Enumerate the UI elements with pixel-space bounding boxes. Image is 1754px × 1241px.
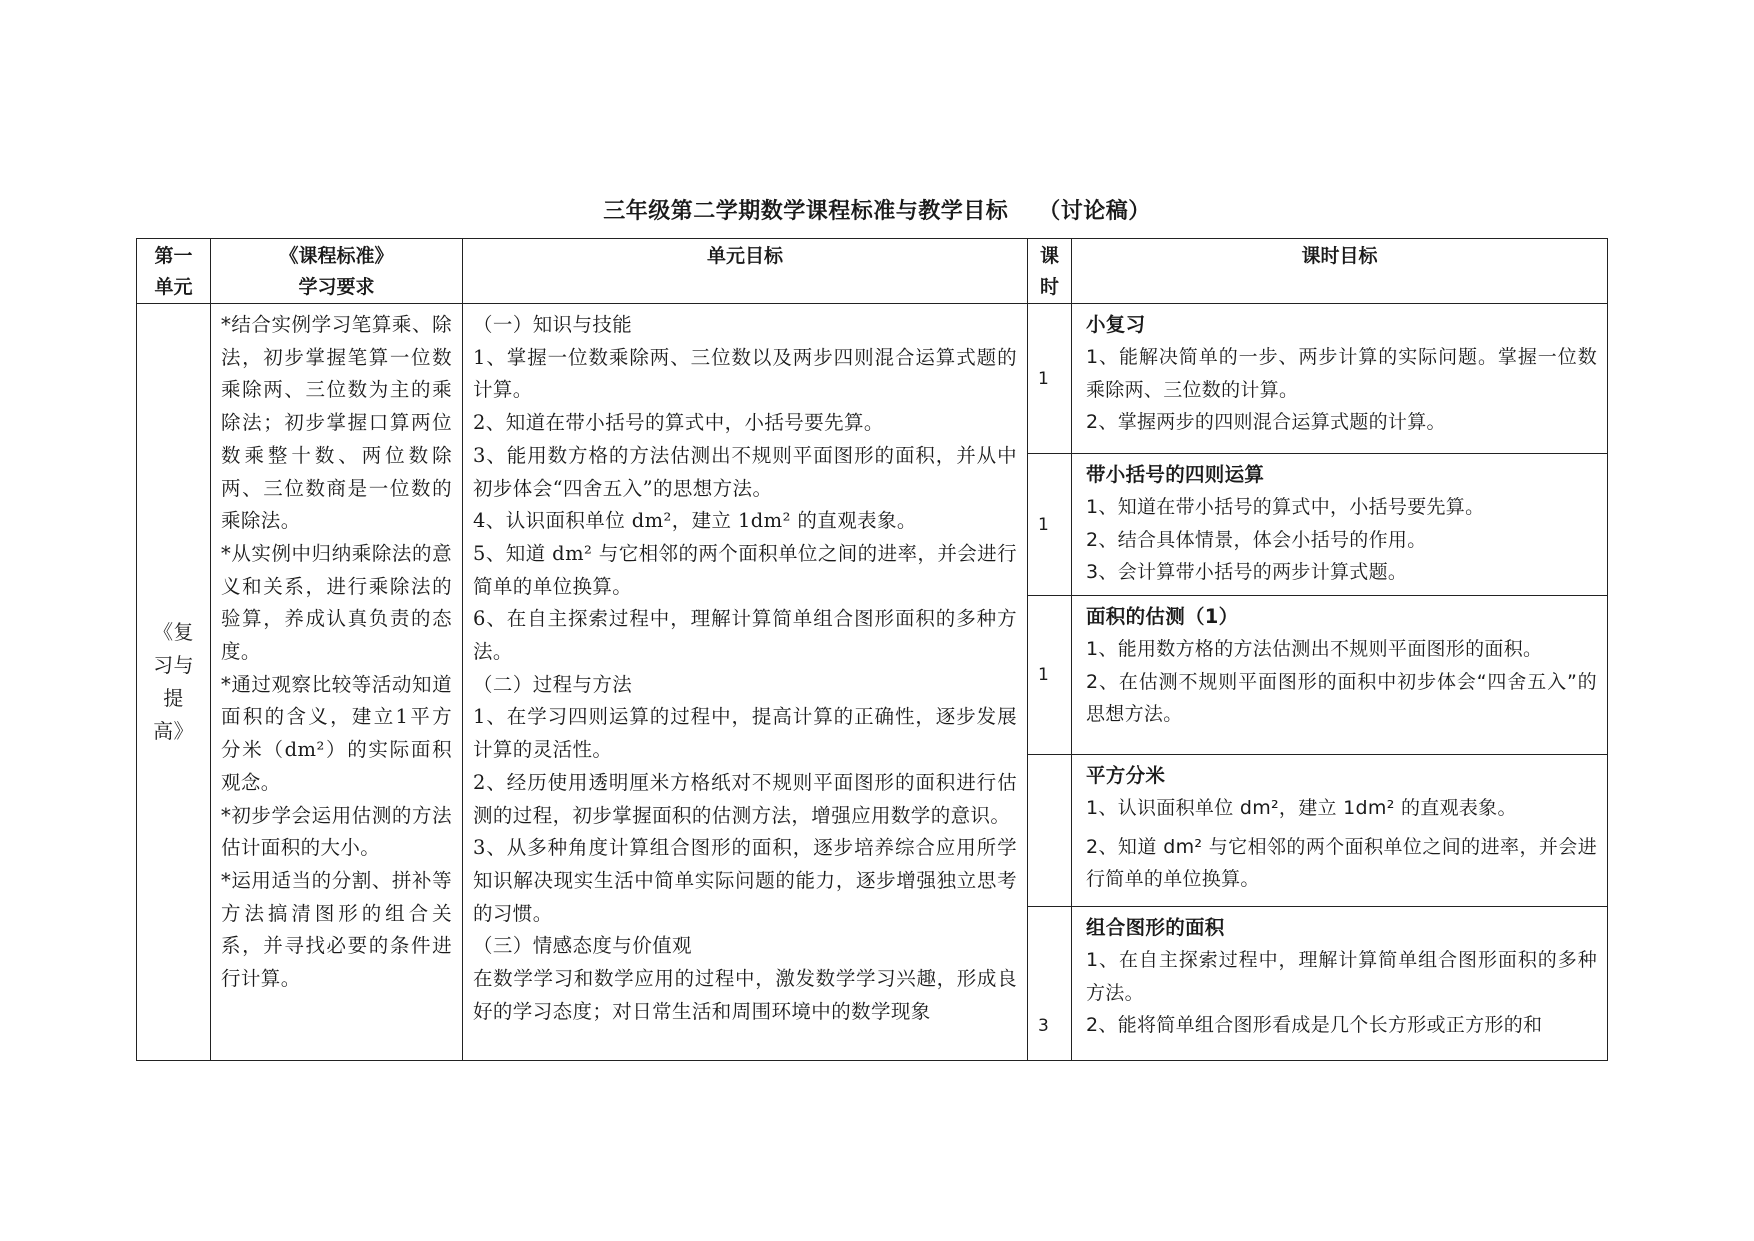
lesson-item: 2、知道 dm² 与它相邻的两个面积单位之间的进率，并会进行简单的单位换算。: [1086, 835, 1597, 890]
lesson-hours: 1: [1028, 454, 1071, 596]
goal-item: 5、知道 dm² 与它相邻的两个面积单位之间的进率，并会进行简单的单位换算。: [473, 541, 1017, 598]
document-title: 三年级第二学期数学课程标准与教学目标: [603, 199, 1009, 224]
lesson-goals-column: [1072, 304, 1608, 1061]
header-lesson-goals-label: 课时目标: [1301, 245, 1378, 267]
lesson-item: 1、知道在带小括号的算式中，小括号要先算。: [1086, 496, 1485, 518]
goal-item: 在数学学习和数学应用的过程中，激发数学学习兴趣，形成良好的学习态度；对日常生活和周围环境中的数学现象: [473, 967, 1017, 1023]
standard-item: *从实例中归纳乘除法的意义和关系，进行乘除法的验算，养成认真负责的态度。: [221, 541, 452, 664]
lesson-stack: [1072, 304, 1607, 1060]
lesson-item: 1、能用数方格的方法估测出不规则平面图形的面积。: [1086, 638, 1543, 660]
lesson-hours: 3: [1038, 1016, 1049, 1036]
lesson-hours: 1: [1028, 304, 1071, 454]
lesson-title: 小复习: [1086, 313, 1146, 336]
lesson-hours: 1: [1028, 596, 1071, 755]
goal-item: 3、能用数方格的方法估测出不规则平面图形的面积，并从中初步体会“四舍五入”的思想方法。: [473, 443, 1017, 500]
goal-item: 1、在学习四则运算的过程中，提高计算的正确性，逐步发展计算的灵活性。: [473, 705, 1017, 762]
lesson-block: [1072, 304, 1607, 454]
goal-item: 4、认识面积单位 dm²，建立 1dm² 的直观表象。: [473, 509, 917, 533]
lesson-item: 2、在估测不规则平面图形的面积中初步体会“四舍五入”的思想方法。: [1086, 670, 1597, 725]
unit-name-line: 高》: [153, 719, 194, 743]
lesson-block: [1072, 755, 1607, 907]
document-subtitle: （讨论稿）: [1038, 199, 1151, 224]
header-row: [137, 239, 1608, 304]
header-unit-goals-label: 单元目标: [706, 245, 783, 267]
goal-item: 1、掌握一位数乘除两、三位数以及两步四则混合运算式题的计算。: [473, 345, 1017, 402]
goal-item: 2、经历使用透明厘米方格纸对不规则平面图形的面积进行估测的过程，初步掌握面积的估测方法，增强应用数学的意识。: [473, 770, 1017, 827]
goal-heading: （二）过程与方法: [473, 672, 633, 696]
lesson-item: 2、掌握两步的四则混合运算式题的计算。: [1086, 411, 1446, 433]
lesson-item: 1、在自主探索过程中，理解计算简单组合图形面积的多种方法。: [1086, 949, 1597, 1004]
standard-item: *运用适当的分割、拼补等方法搞清图形的组合关系，并寻找必要的条件进行计算。: [221, 868, 452, 991]
standard-item: *初步学会运用估测的方法估计面积的大小。: [221, 803, 452, 860]
curriculum-table: [136, 238, 1608, 1061]
goal-item: 6、在自主探索过程中，理解计算简单组合图形面积的多种方法。: [473, 607, 1017, 664]
standard-requirements-cell: [211, 304, 463, 1061]
goal-item: 2、知道在带小括号的算式中，小括号要先算。: [473, 411, 884, 435]
lesson-title: 组合图形的面积: [1086, 916, 1225, 939]
lesson-title: 带小括号的四则运算: [1086, 463, 1265, 486]
unit-name-line: 提: [163, 686, 184, 710]
unit-name-line: 习与: [153, 653, 194, 677]
goal-heading: （一）知识与技能: [473, 313, 633, 336]
goal-heading: （三）情感态度与价值观: [473, 934, 692, 958]
header-hours-line1: 课: [1039, 245, 1059, 267]
header-unit-goals: [463, 239, 1028, 304]
header-unit-line2: 单元: [154, 276, 193, 298]
header-standard: [211, 239, 463, 304]
lesson-hours: [1028, 755, 1071, 907]
unit-name-cell: [137, 304, 211, 1061]
unit-goals-cell: [463, 304, 1028, 1061]
lesson-block: [1072, 596, 1607, 755]
lesson-item: 3、会计算带小括号的两步计算式题。: [1086, 561, 1408, 583]
hours-column: [1028, 304, 1072, 1061]
lesson-block: [1072, 907, 1607, 1060]
lesson-block: [1072, 454, 1607, 596]
standard-item: *结合实例学习笔算乘、除法，初步掌握笔算一位数乘除两、三位数为主的乘除法；初步掌握口算两位数乘整十数、两位数除两、三位数商是一位数的乘除法。: [221, 313, 452, 533]
lesson-item: 1、认识面积单位 dm²，建立 1dm² 的直观表象。: [1086, 797, 1517, 819]
hours-stack: [1028, 304, 1071, 1060]
header-hours-line2: 时: [1039, 276, 1059, 298]
lesson-title: 平方分米: [1086, 764, 1166, 787]
unit-row: [137, 304, 1608, 1061]
header-unit: [137, 239, 211, 304]
lesson-item: 2、能将简单组合图形看成是几个长方形或正方形的和: [1086, 1014, 1543, 1036]
header-hours: [1028, 239, 1072, 304]
header-lesson-goals: [1072, 239, 1608, 304]
standard-item: *通过观察比较等活动知道面积的含义，建立1平方分米（dm²）的实际面积观念。: [221, 672, 452, 794]
header-standard-line1: 《课程标准》: [279, 245, 394, 267]
lesson-item: 1、能解决简单的一步、两步计算的实际问题。掌握一位数乘除两、三位数的计算。: [1086, 346, 1597, 401]
goal-item: 3、从多种角度计算组合图形的面积，逐步培养综合应用所学知识解决现实生活中简单实际问题的能力，逐步增强独立思考的习惯。: [473, 836, 1017, 925]
lesson-item: 2、结合具体情景，体会小括号的作用。: [1086, 528, 1427, 551]
unit-name-line: 《复: [153, 620, 194, 644]
document-title-line: [0, 192, 1754, 232]
header-unit-line1: 第一: [154, 245, 193, 267]
header-standard-line2: 学习要求: [298, 276, 375, 298]
lesson-title: 面积的估测（1）: [1086, 605, 1239, 628]
